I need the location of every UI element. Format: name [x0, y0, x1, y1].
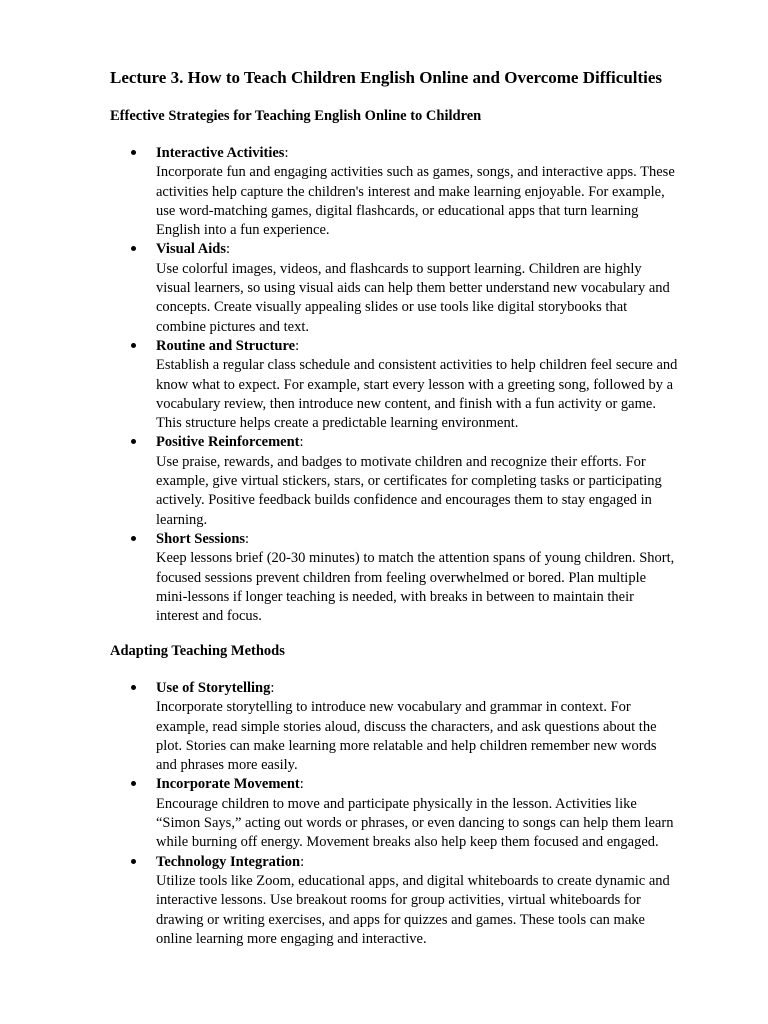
item-body-line: while burning off energy. Movement breaks also help keep them focused and engaged.	[156, 834, 659, 851]
item-body-line: actively. Positive feedback builds confidence and encourages them to stay engaged in	[156, 492, 652, 509]
item-title-line	[156, 530, 730, 549]
bullet-icon	[131, 246, 136, 251]
item-title-line	[156, 679, 730, 698]
item-body-line: English into a fun experience.	[156, 222, 330, 239]
strategies-list	[110, 144, 730, 626]
item-body-line: drawing or writing exercises, and apps for quizzes and games. These tools can make	[156, 911, 645, 928]
item-body	[156, 872, 716, 949]
item-body-line: visual learners, so using visual aids can help them better understand new vocabulary and	[156, 280, 670, 297]
list-item	[110, 240, 730, 336]
section-heading-adapting: Adapting Teaching Methods	[110, 643, 285, 659]
item-body	[156, 356, 716, 433]
item-title: Incorporate Movement	[156, 776, 300, 793]
item-title: Use of Storytelling	[156, 680, 271, 696]
item-title-line	[156, 775, 730, 794]
page-title: Lecture 3. How to Teach Children English Online and Overcome Difficulties	[110, 68, 663, 87]
item-body	[156, 698, 716, 775]
item-title: Technology Integration	[156, 853, 301, 870]
item-title-colon: :	[299, 776, 304, 793]
item-body-line: interactive lessons. Use breakout rooms for group activities, virtual whiteboards for	[156, 892, 641, 909]
list-item	[110, 853, 730, 949]
bullet-icon	[131, 859, 136, 864]
bullet-icon	[131, 685, 136, 690]
item-body-line: learning.	[156, 511, 208, 528]
list-item	[110, 144, 730, 240]
item-body-line: interest and focus.	[156, 608, 262, 625]
item-body-line: plot. Stories can make learning more relatable and help children remember new words	[156, 737, 657, 754]
item-title: Interactive Activities	[156, 145, 285, 161]
list-item	[110, 775, 730, 852]
item-body	[156, 795, 716, 853]
item-title: Routine and Structure	[156, 337, 296, 354]
list-item	[110, 530, 730, 626]
bullet-icon	[131, 343, 136, 348]
item-body-line: use word-matching games, digital flashcards, or educational apps that turn learning	[156, 202, 639, 219]
bullet-icon	[131, 781, 136, 786]
item-body-line: Use colorful images, videos, and flashcards to support learning. Children are highly	[156, 260, 642, 277]
bullet-icon	[131, 439, 136, 444]
item-title-colon: :	[270, 680, 275, 696]
item-title-line	[156, 433, 730, 452]
item-title-colon: :	[299, 434, 304, 451]
item-title-line	[156, 337, 730, 356]
list-item	[110, 337, 730, 433]
item-title-colon: :	[295, 337, 300, 354]
item-title: Positive Reinforcement	[156, 434, 300, 451]
item-body-line: focused sessions prevent children from feeling overwhelmed or bored. Plan multiple	[156, 569, 647, 586]
section-heading-strategies: Effective Strategies for Teaching English Online to Children	[110, 108, 482, 124]
item-title-colon: :	[245, 530, 250, 547]
item-body	[156, 549, 716, 626]
item-title: Visual Aids	[156, 241, 226, 258]
item-body-line: activities help capture the children's interest and make learning enjoyable. For example,	[156, 183, 665, 200]
item-body-line: online learning more engaging and interactive.	[156, 930, 427, 947]
item-body-line: example, read simple stories aloud, discuss the characters, and ask questions about the	[156, 718, 657, 735]
item-body-line: and phrases more easily.	[156, 757, 298, 774]
item-body-line: Utilize tools like Zoom, educational apps, and digital whiteboards to create dynamic and	[156, 872, 670, 889]
item-body-line: Incorporate storytelling to introduce new vocabulary and grammar in context. For	[156, 699, 631, 716]
item-title-colon: :	[225, 241, 231, 258]
list-item	[110, 679, 730, 775]
item-body-line: Establish a regular class schedule and consistent activities to help children feel secure and	[156, 357, 678, 374]
item-title-line	[156, 144, 730, 163]
item-body-line: example, give virtual stickers, stars, or certificates for completing tasks or participating	[156, 473, 662, 490]
item-title-line	[156, 240, 730, 259]
bullet-icon	[131, 150, 136, 155]
item-body-line: “Simon Says,” acting out words or phrases, or even dancing to songs can help them learn	[156, 815, 674, 832]
item-body-line: concepts. Create visually appealing slides or use tools like digital storybooks that	[156, 299, 628, 316]
bullet-icon	[131, 536, 136, 541]
list-item	[110, 433, 730, 529]
item-body-line: know what to expect. For example, start every lesson with a greeting song, followed by a	[156, 376, 674, 393]
item-body-line: vocabulary review, then introduce new content, and finish with a fun activity or game.	[156, 395, 656, 412]
item-body-line: combine pictures and text.	[156, 318, 310, 335]
item-body-line: Keep lessons brief (20-30 minutes) to match the attention spans of young children. Short,	[156, 550, 675, 567]
item-body-line: Use praise, rewards, and badges to motivate children and recognize their efforts. For	[156, 453, 646, 470]
item-title: Short Sessions	[156, 530, 246, 547]
item-body	[156, 260, 716, 337]
item-body	[156, 163, 716, 240]
item-body-line: Encourage children to move and participate physically in the lesson. Activities like	[156, 795, 637, 812]
item-body-line: mini-lessons if longer teaching is needed, with breaks in between to maintain their	[156, 588, 634, 605]
item-body-line: Incorporate fun and engaging activities such as games, songs, and interactive apps. These	[156, 164, 675, 181]
item-title-colon: :	[300, 853, 305, 870]
adapting-list	[110, 679, 730, 949]
item-body	[156, 453, 716, 530]
item-body-line: This structure helps create a predictable learning environment.	[156, 415, 519, 432]
item-title-line	[156, 853, 730, 872]
item-title-colon: :	[284, 145, 289, 161]
